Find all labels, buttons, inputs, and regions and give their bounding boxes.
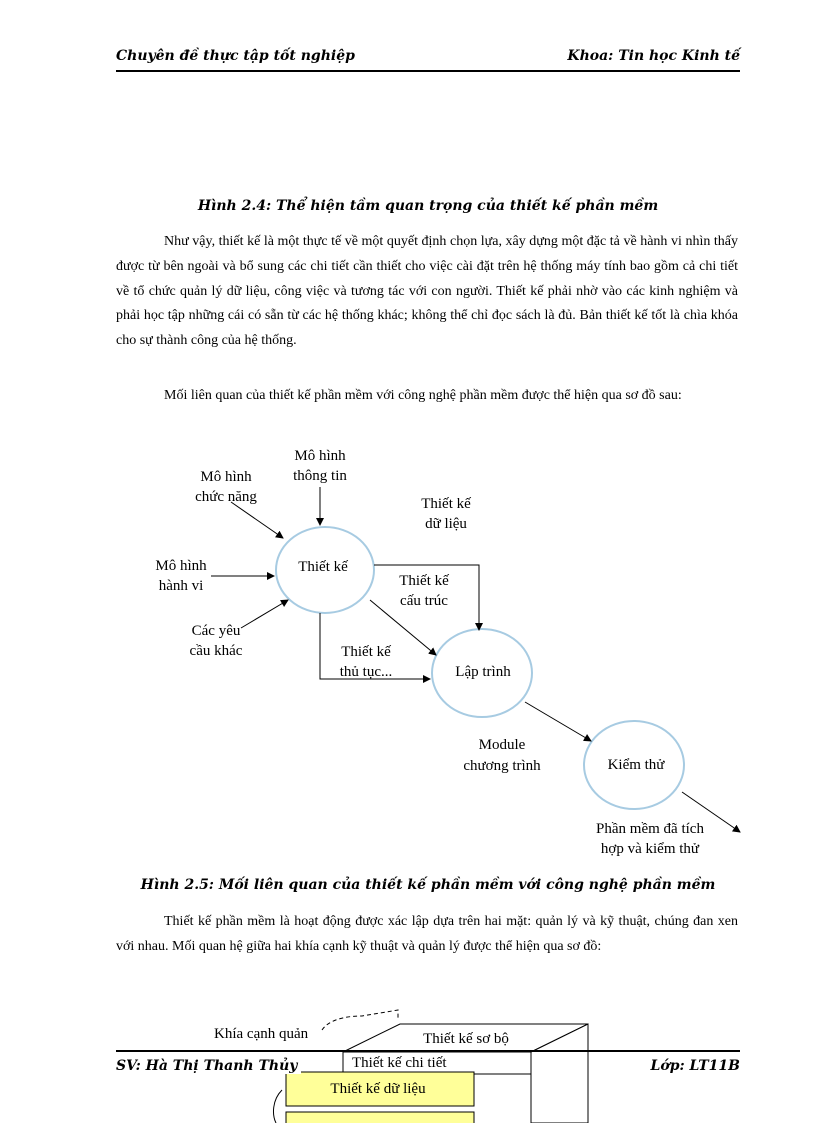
footer-rule [116, 1050, 740, 1052]
label-other-req-2: cầu khác [189, 643, 243, 659]
footer-left: SV: Hà Thị Thanh Thủy [116, 1058, 301, 1074]
label-prelim-design: Thiết kế sơ bộ [423, 1031, 509, 1047]
label-detail-design: Thiết kế chi tiết [352, 1055, 447, 1071]
paragraph-2-text: Mối liên quan của thiết kế phần mềm với công nghệ phần mềm được thể hiện qua sơ đồ sau: [164, 388, 682, 403]
label-struct-design-1: Thiết kế [399, 573, 449, 589]
label-data-design-2: dữ liệu [425, 516, 467, 532]
label-module-1: Module [478, 737, 526, 753]
label-output-1: Phần mềm đã tích [596, 821, 704, 837]
paragraph-3-text: Thiết kế phần mềm là hoạt động được xác lập dựa trên hai mặt: quản lý và kỹ thuật, chúng đan xen với nhau. Mối quan hệ giữa hai khía cạnh kỹ thuật và quản lý được thể hiện qua sơ đồ: [116, 914, 738, 954]
header-left: Chuyên đề thực tập tốt nghiệp [116, 48, 355, 64]
label-behavior-model-2: hành vi [158, 578, 204, 594]
label-functional-model-1: Mô hình [200, 469, 252, 485]
label-proc-design-1: Thiết kế [341, 644, 391, 660]
label-info-model-2: thông tin [293, 468, 347, 484]
label-data-design: Thiết kế dữ liệu [330, 1081, 426, 1097]
node-programming-label: Lập trình [455, 664, 511, 680]
footer-right: Lớp: LT11B [650, 1058, 740, 1074]
node-testing-label: Kiểm thử [607, 757, 665, 773]
header-right: Khoa: Tin học Kinh tế [567, 48, 740, 64]
label-other-req-1: Các yêu [191, 623, 241, 639]
label-info-model-1: Mô hình [294, 448, 346, 464]
label-behavior-model-1: Mô hình [155, 558, 207, 574]
label-output-2: hợp và kiểm thử [600, 841, 700, 857]
caption-figure-2-5: Hình 2.5: Mối liên quan của thiết kế phần mềm với công nghệ phần mềm [140, 877, 716, 893]
label-mgmt-aspect: Khía cạnh quản [214, 1026, 309, 1042]
label-module-2: chương trình [463, 758, 541, 774]
label-data-design-1: Thiết kế [421, 496, 471, 512]
node-design-label: Thiết kế [298, 559, 348, 575]
next-design-box [286, 1112, 474, 1123]
label-proc-design-2: thủ tục... [339, 664, 393, 680]
label-struct-design-2: cấu trúc [400, 593, 448, 609]
left-bracket [274, 1090, 282, 1123]
caption-figure-2-4: Hình 2.4: Thể hiện tầm quan trọng của thiết kế phần mềm [197, 198, 659, 214]
mgmt-aspect-bracket [322, 1010, 398, 1030]
paragraph-1-text: Như vậy, thiết kế là một thực tế về một quyết định chọn lựa, xây dựng một đặc tả về hành vi nhìn thấy được từ bên ngoài và bổ sung các chi tiết cần thiết cho việc cài đặt trên hệ thống máy tính bao gồm cả chi tiết về tổ chức quản lý dữ liệu, công việc và tương tác với con người. Thiết kế phải nhờ vào các kinh nghiệm và phải học tập những cái có sẵn từ các hệ thống khác; không thể chỉ đọc sách là đủ. Bản thiết kế tốt là chìa khóa cho sự thành công của hệ thống. [116, 234, 738, 349]
label-functional-model-2: chức năng [195, 489, 257, 505]
